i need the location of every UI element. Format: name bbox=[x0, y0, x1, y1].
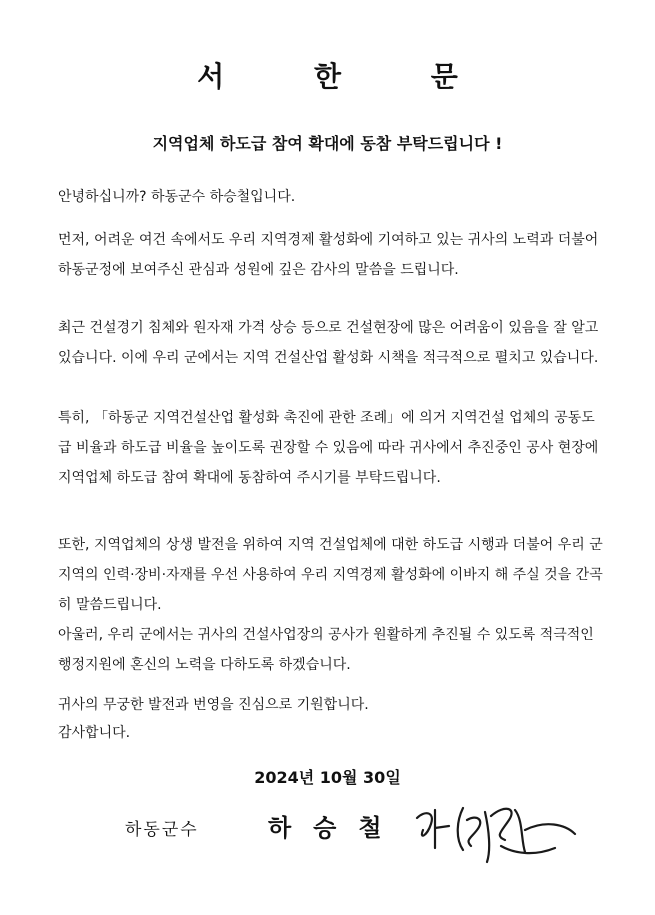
closing-line-1: 귀사의 무궁한 발전과 번영을 진심으로 기원합니다. bbox=[58, 697, 369, 713]
body-paragraph-3: 특히, 「하동군 지역건설산업 활성화 촉진에 관한 조례」에 의거 지역건설 업체의 공동도급 비율과 하도급 비율을 높이도록 권장할 수 있음에 따라 귀사에서 추진중인 공사 현장에 지역업체 하도급 참여 확대에 동참하여 주시기를 부탁드립니다. bbox=[58, 410, 599, 486]
body-paragraph-1: 먼저, 어려운 여건 속에서도 우리 지역경제 활성화에 기여하고 있는 귀사의 노력과 더불어 하동군정에 보여주신 관심과 성원에 깊은 감사의 말씀을 드립니다. bbox=[58, 232, 599, 278]
body-paragraph-4: 또한, 지역업체의 상생 발전을 위하여 지역 건설업체에 대한 하도급 시행과 더불어 우리 군 지역의 인력·장비·자재를 우선 사용하여 우리 지역경제 활성화에 이바지 해 주실 것을 간곡히 말씀드립니다. bbox=[58, 537, 603, 613]
letter-date: 2024년 10월 30일 bbox=[254, 768, 401, 787]
body-paragraph-2: 최근 건설경기 침체와 원자재 가격 상승 등으로 건설현장에 많은 어려움이 있음을 잘 알고 있습니다. 이에 우리 군에서는 지역 건설산업 활성화 시책을 적극적으로 펼치고 있습니다. bbox=[58, 320, 599, 366]
signer-role: 하동군수 bbox=[125, 820, 199, 840]
signer-name: 하승철 bbox=[268, 814, 404, 842]
handwritten-signature bbox=[405, 790, 585, 870]
closing-line-2: 감사합니다. bbox=[58, 725, 131, 741]
letter-subtitle: 지역업체 하도급 참여 확대에 동참 부탁드립니다 ! bbox=[152, 134, 503, 153]
body-paragraph-5: 아울러, 우리 군에서는 귀사의 건설사업장의 공사가 원활하게 추진될 수 있도록 적극적인 행정지원에 혼신의 노력을 다하도록 하겠습니다. bbox=[58, 627, 594, 673]
letter-title: 서 한 문 bbox=[197, 60, 498, 93]
greeting-paragraph: 안녕하십니까? 하동군수 하승철입니다. bbox=[58, 189, 296, 205]
